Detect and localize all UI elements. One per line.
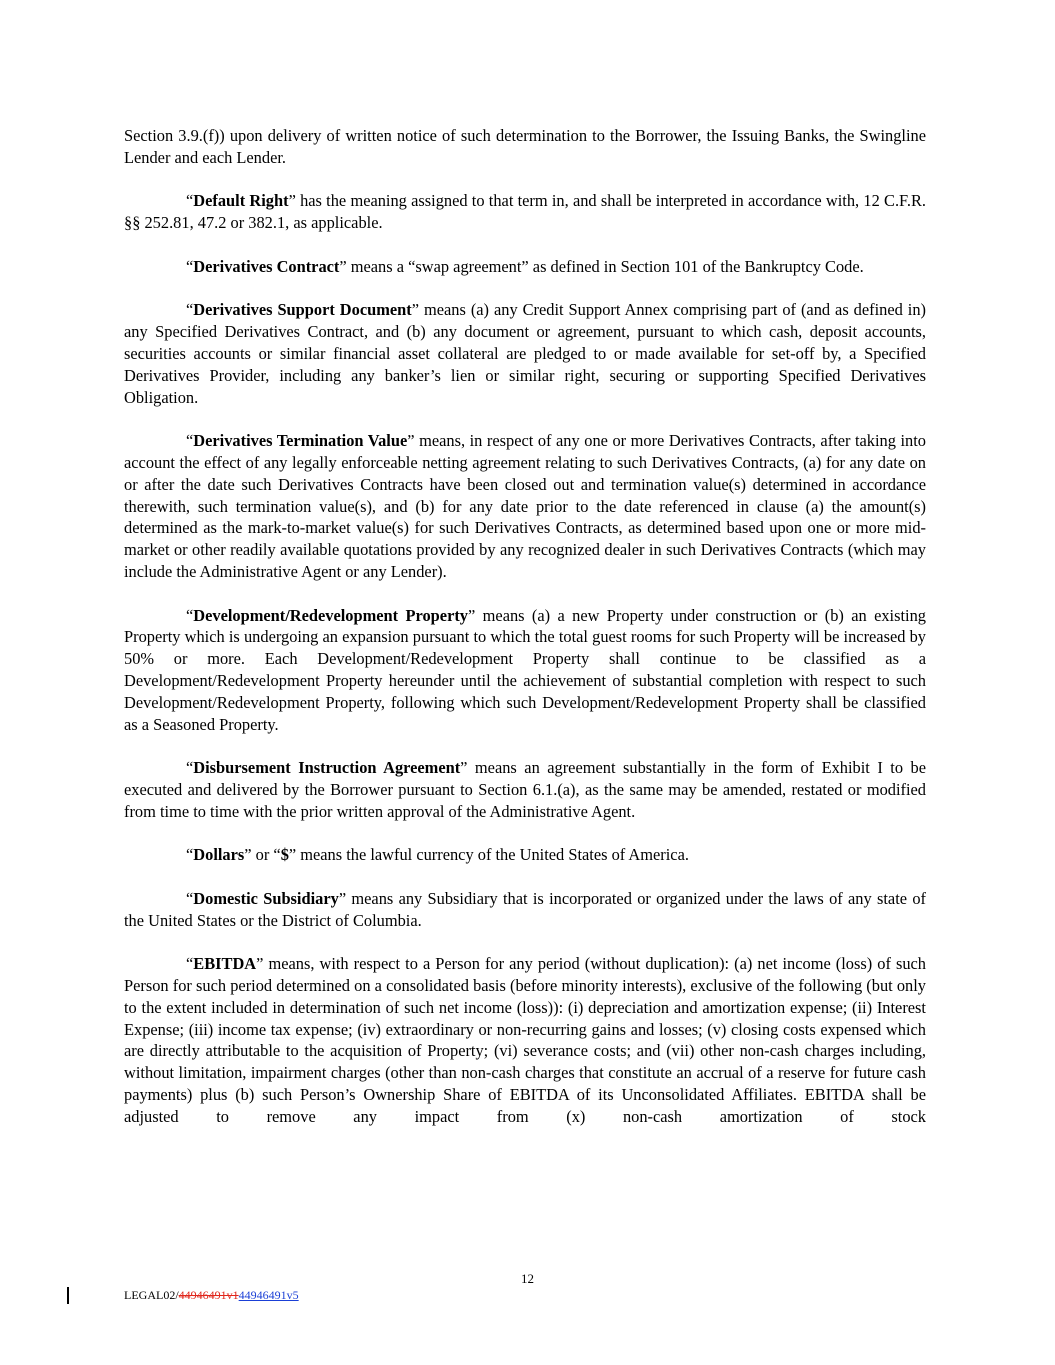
document-id-footer [124,1288,299,1303]
open-quote: “ [186,431,194,451]
defined-term: Derivatives Support Document [193,300,412,320]
definition-text: ” means a “swap agreement” as defined in Section 101 of the Bankruptcy Code. [339,256,864,276]
definition-disbursement-instruction-agreement [124,757,926,822]
definition-text: ” means any Subsidiary that is incorporated or organized under the laws of any state of the United States or the District of Columbia. [124,888,926,930]
definition-text: ” means an agreement substantially in the form of Exhibit I to be executed and delivered by the Borrower pursuant to Section 6.1.(a), as the same may be amended, restated or modified from time to time with the prior written approval of the Administrative Agent. [124,758,926,821]
paragraph-text: Section 3.9.(f)) upon delivery of written notice of such determination to the Borrower, the Issuing Banks, the Swingline Lender and each Lender. [124,126,926,167]
defined-term: Default Right [193,191,289,211]
revision-change-bar [67,1287,69,1304]
open-quote: “ [186,256,194,276]
defined-term: Derivatives Termination Value [193,431,408,451]
definition-ebitda [124,953,926,1127]
footer-prefix: LEGAL02/ [124,1288,179,1302]
definition-text: ” means (a) a new Property under construction or (b) an existing Property which is undergoing an expansion pursuant to which the total guest rooms for such Property will be increased by 50% or more. Each Development/Redevelopment Property shall continue to be classified as a Development/Redevelopment Property hereunder until the achievement of substantial completion with respect to such Development/Redevelopment Property, following which such Development/Redevelopment Property shall be classified as a Seasoned Property. [124,605,926,734]
definition-text: ” has the meaning assigned to that term in, and shall be interpreted in accordance with, 12 C.F.R. §§ 252.81, 47.2 or 382.1, as applicable. [124,191,926,233]
definition-derivatives-termination-value [124,430,926,583]
document-body [124,125,926,1128]
definition-connector: ” or “ [244,845,281,865]
defined-term: EBITDA [193,954,257,974]
defined-term: Domestic Subsidiary [193,888,339,908]
definition-text: ” means the lawful currency of the United States of America. [288,845,689,865]
definition-text: ” means, in respect of any one or more Derivatives Contracts, after taking into account the effect of any legally enforceable netting agreement relating to such Derivatives Contracts, (a) for any date on or after the date such Derivatives Contracts have been closed out and termination value(s) determined in accordance therewith, such termination value(s), and (b) for any date prior to the date referenced in clause (a) the amount(s) determined as the mark-to-market value(s) for such Derivatives Contracts, as determined based upon one or more mid-market or other readily available quotations provided by any recognized dealer in such Derivatives Contracts (which may include the Administrative Agent or any Lender). [124,431,926,581]
definition-derivatives-contract [124,256,926,278]
defined-term: Derivatives Contract [193,256,340,276]
definition-derivatives-support-document [124,299,926,408]
page-number: 12 [521,1271,534,1286]
open-quote: “ [186,888,194,908]
open-quote: “ [186,191,194,211]
defined-term: Disbursement Instruction Agreement [193,758,461,778]
definition-default-right [124,190,926,234]
definition-text: ” means (a) any Credit Support Annex comprising part of (and as defined in) any Specified Derivatives Contract, and (b) any document or agreement, pursuant to which cash, deposit accounts, securities accounts or similar financial asset collateral are pledged to or made available for set-off by, a Specified Derivatives Provider, including any banker’s lien or similar right, securing or supporting Specified Derivatives Obligation. [124,300,926,407]
paragraph-continuation [124,125,926,169]
open-quote: “ [186,845,194,865]
defined-term-alt: $ [280,845,289,865]
open-quote: “ [186,605,194,625]
definition-domestic-subsidiary [124,888,926,932]
inserted-document-id: 44946491v5 [238,1288,299,1302]
defined-term: Dollars [193,845,245,865]
open-quote: “ [186,300,194,320]
definition-dollars [124,844,926,866]
open-quote: “ [186,758,194,778]
open-quote: “ [186,954,194,974]
definition-text: ” means, with respect to a Person for any period (without duplication): (a) net income (loss) of such Person for such period determined on a consolidated basis (before minority interests), exclusive of the following (but only to the extent included in determination of such net income (loss)): (i) depreciation and amortization expense; (ii) Interest Expense; (iii) income tax expense; (iv) extraordinary or non-recurring gains and losses; (v) closing costs expensed which are directly attributable to the acquisition of Property; (vi) severance costs; and (vii) other non-cash charges including, without limitation, impairment charges (other than non-cash charges that constitute an accrual of a reserve for future cash payments) plus (b) such Person’s Ownership Share of EBITDA of its Unconsolidated Affiliates. EBITDA shall be adjusted to remove any impact from (x) non-cash amortization of stock [124,954,926,1126]
deleted-document-id: 44946491v1 [178,1288,239,1302]
definition-development-redevelopment-property [124,605,926,736]
defined-term: Development/Redevelopment Property [193,605,469,625]
